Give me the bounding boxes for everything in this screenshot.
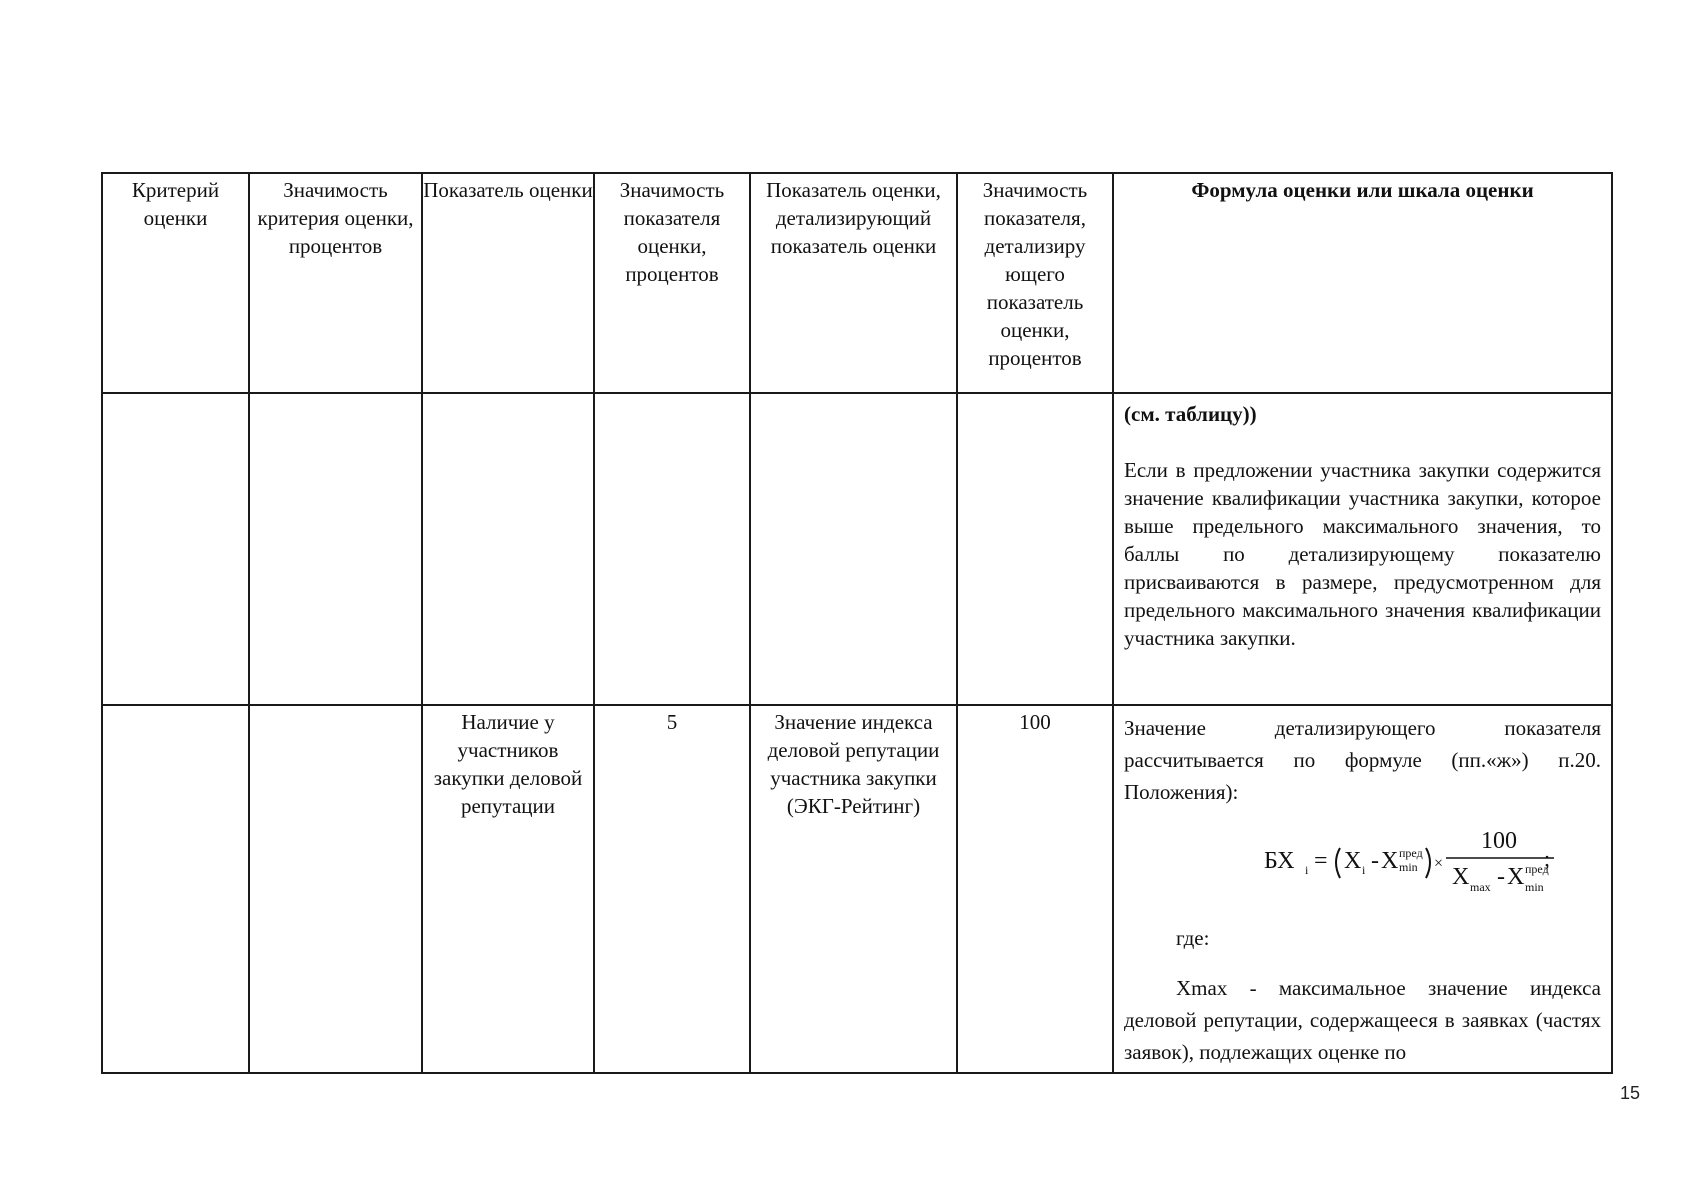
formula-eq: = — [1314, 848, 1328, 874]
table-cell-empty — [102, 393, 249, 705]
detail-indicator-cell: Значение индекса деловой репутации участника закупки (ЭКГ-Рейтинг) — [750, 705, 957, 1073]
formula-numerator: 100 — [1481, 828, 1517, 854]
where-label: где: — [1176, 926, 1210, 950]
formula-description: Если в предложении участника закупки содержится значение квалификации участника закупки, которое выше предельного максимального значения, то баллы по детализирующему показателю присваиваются в размере, предусмотренном для предельного максимального значения квалификации участника закупки. — [1124, 458, 1601, 650]
page-number: 15 — [1619, 1083, 1640, 1103]
formula-den-minus: - — [1497, 864, 1505, 890]
formula-minus: - — [1371, 848, 1379, 874]
header-indicator: Показатель оценки — [422, 173, 594, 393]
header-criterion: Критерий оценки — [102, 173, 249, 393]
table-header-row — [102, 173, 1612, 393]
formula-min-sub: min — [1399, 860, 1418, 874]
left-paren — [1336, 848, 1340, 878]
table-cell-empty — [249, 393, 422, 705]
formula-semicolon: ; — [1544, 846, 1551, 871]
criterion-cell — [102, 705, 249, 1073]
formula-x: X — [1344, 848, 1362, 874]
criterion-weight-cell — [249, 705, 422, 1073]
formula-cell — [1113, 705, 1612, 1073]
table-cell-empty — [422, 393, 594, 705]
formula-den-min-sub: min — [1525, 880, 1544, 894]
formula-times: × — [1434, 855, 1444, 872]
table-row — [102, 705, 1612, 1073]
header-detail-weight: Значимость показателя, детализиру ющего показатель оценки, процентов — [957, 173, 1113, 393]
header-detail-indicator: Показатель оценки, детализирующий показатель оценки — [750, 173, 957, 393]
table-cell-empty — [957, 393, 1113, 705]
evaluation-criteria-table — [101, 172, 1613, 1074]
formula-x-sub: i — [1362, 863, 1366, 877]
table-row — [102, 393, 1612, 705]
formula-lhs-sub: i — [1305, 863, 1309, 877]
formula-xpred: X — [1381, 848, 1399, 874]
formula-pred-sup: пред — [1399, 846, 1423, 860]
formula-lhs: БХ — [1264, 848, 1295, 874]
detail-weight-cell: 100 — [957, 705, 1113, 1073]
formula-graphic — [1194, 808, 1554, 918]
formula-cell — [1113, 393, 1612, 705]
xmax-description: Xmax - максимальное значение индекса деловой репутации, содержащееся в заявках (частях заявок), подлежащих оценке по — [1124, 976, 1601, 1064]
formula-max-sub: max — [1470, 880, 1491, 894]
formula-den-x: X — [1452, 864, 1470, 890]
math-formula — [1124, 808, 1601, 918]
indicator-cell: Наличие у участников закупки деловой репутации — [422, 705, 594, 1073]
formula-den-xpred: X — [1507, 864, 1525, 890]
table-cell-empty — [594, 393, 750, 705]
header-indicator-weight: Значимость показателя оценки, процентов — [594, 173, 750, 393]
formula-reference-text: (см. таблицу)) — [1124, 402, 1257, 426]
header-formula: Формула оценки или шкала оценки — [1113, 173, 1612, 393]
table-cell-empty — [750, 393, 957, 705]
indicator-weight-cell: 5 — [594, 705, 750, 1073]
right-paren — [1426, 848, 1430, 878]
header-criterion-weight: Значимость критерия оценки, процентов — [249, 173, 422, 393]
formula-den-pred-sup: пред — [1525, 862, 1549, 876]
formula-intro: Значение детализирующего показателя рассчитывается по формуле (пп.«ж») п.20. Положения): — [1124, 716, 1601, 804]
